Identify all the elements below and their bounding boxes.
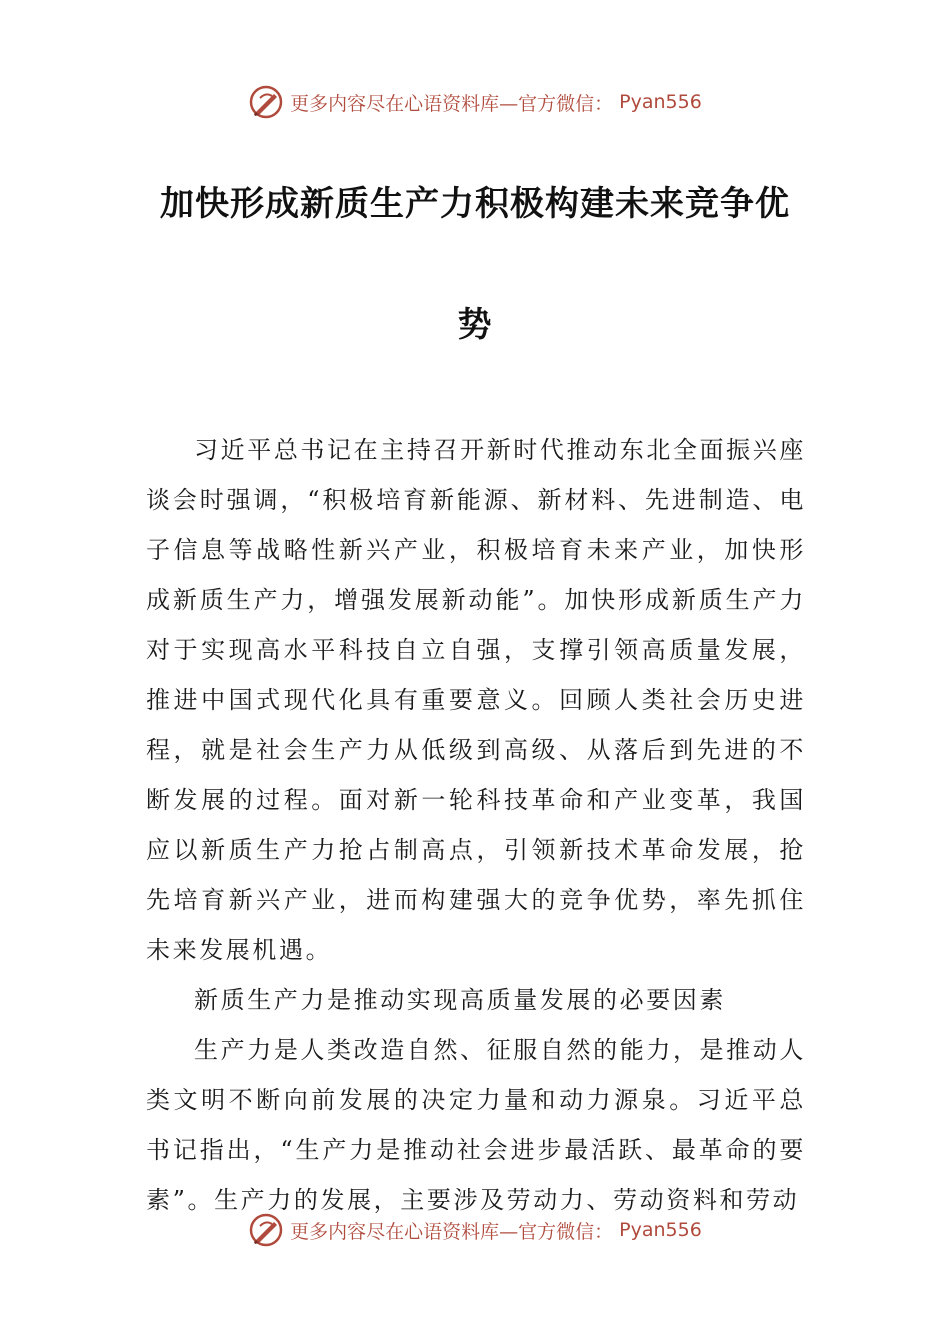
footer-watermark-banner [0, 1210, 950, 1250]
pen-logo-icon [248, 1212, 284, 1248]
banner-wechat-id: Pyan556 [619, 91, 702, 113]
paragraph-productivity: 生产力是人类改造自然、征服自然的能力，是推动人类文明不断向前发展的决定力量和动力源泉。习近平总书记指出，“生产力是推动社会进步最活跃、最革命的要素”。生产力的发展，主要涉及劳动力、劳动资料和劳动 [146, 1036, 806, 1214]
banner-text: 更多内容尽在心语资料库—官方微信： [290, 92, 614, 115]
pen-logo-icon [248, 84, 284, 120]
document-title-line-2: 势 [457, 305, 493, 345]
paragraph-intro: 习近平总书记在主持召开新时代推动东北全面振兴座谈会时强调，“积极培育新能源、新材料、先进制造、电子信息等战略性新兴产业，积极培育未来产业，加快形成新质生产力，增强发展新动能”。加快形成新质生产力对于实现高水平科技自立自强，支撑引领高质量发展，推进中国式现代化具有重要意义。回顾人类社会历史进程，就是社会生产力从低级到高级、从落后到先进的不断发展的过程。面对新一轮科技革命和产业变革，我国应以新质生产力抢占制高点，引领新技术革命发展，抢先培育新兴产业，进而构建强大的竞争优势，率先抓住未来发展机遇。 [146, 436, 806, 964]
header-watermark-banner [0, 82, 950, 122]
section-heading: 新质生产力是推动实现高质量发展的必要因素 [194, 986, 726, 1014]
document-body [146, 425, 806, 1225]
banner-text: 更多内容尽在心语资料库—官方微信： [290, 1220, 614, 1243]
document-title-line-1: 加快形成新质生产力积极构建未来竞争优 [160, 184, 790, 224]
banner-wechat-id: Pyan556 [619, 1219, 702, 1241]
